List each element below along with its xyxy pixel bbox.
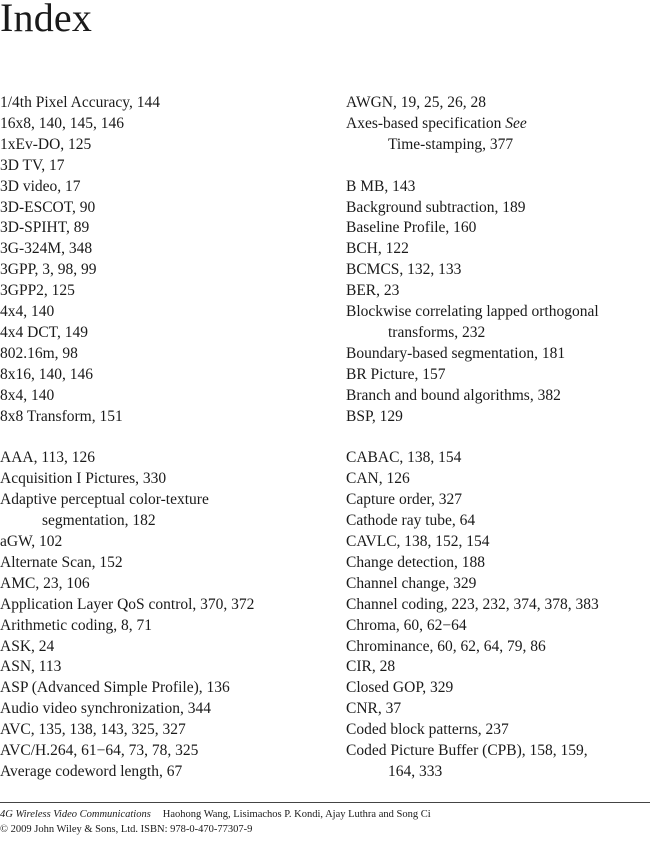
index-entry	[0, 616, 300, 637]
index-entry	[0, 720, 300, 741]
index-entry	[346, 741, 646, 762]
index-entry-text: 3D video, 17	[0, 177, 81, 195]
index-entry	[346, 365, 646, 386]
index-entry-text: 3D-SPIHT, 89	[0, 219, 90, 237]
copyright-line: © 2009 John Wiley & Sons, Ltd. ISBN: 978-0-470-77307-9	[0, 824, 253, 835]
index-entry-text: Change detection, 188	[346, 553, 486, 571]
index-entry	[346, 490, 646, 511]
index-entry-text: 802.16m, 98	[0, 344, 78, 362]
index-entry-text: BR Picture, 157	[346, 365, 446, 383]
index-entry-text: 8x16, 140, 146	[0, 365, 93, 383]
index-entry	[0, 344, 300, 365]
index-entry	[0, 448, 300, 469]
index-entry-text: 8x8 Transform, 151	[0, 407, 123, 425]
index-entry-text: 8x4, 140	[0, 386, 55, 404]
index-entry-text: Axes-based specification	[346, 114, 502, 132]
index-entry	[0, 218, 300, 239]
index-entry	[346, 574, 646, 595]
index-entry-text: Arithmetic coding, 8, 71	[0, 616, 152, 634]
index-entry	[346, 198, 646, 219]
index-entry	[346, 657, 646, 678]
index-entry	[346, 177, 646, 198]
index-entry-text: AVC, 135, 138, 143, 325, 327	[0, 721, 186, 739]
index-entry	[0, 114, 300, 135]
index-entry	[0, 553, 300, 574]
index-entry	[346, 678, 646, 699]
index-entry	[0, 386, 300, 407]
index-column-right	[346, 93, 646, 783]
index-entry	[0, 490, 300, 511]
index-entry	[346, 699, 646, 720]
index-entry-text: ASN, 113	[0, 658, 62, 676]
index-entry	[346, 93, 646, 114]
index-entry-text: Channel coding, 223, 232, 374, 378, 383	[346, 595, 599, 613]
index-entry	[346, 386, 646, 407]
index-entry	[0, 762, 300, 783]
index-entry-text: CABAC, 138, 154	[346, 449, 462, 467]
index-entry	[346, 595, 646, 616]
index-entry	[346, 637, 646, 658]
index-entry	[346, 448, 646, 469]
index-entry-text: 3D-ESCOT, 90	[0, 198, 96, 216]
index-entry	[346, 218, 646, 239]
index-entry-continuation: 164, 333	[388, 762, 443, 780]
index-entry	[0, 407, 300, 428]
see-reference: See	[505, 114, 527, 132]
index-entry	[0, 281, 300, 302]
index-entry-text: AWGN, 19, 25, 26, 28	[346, 94, 486, 111]
index-entry-text: 3GPP2, 125	[0, 282, 75, 300]
index-entry-text: CAN, 126	[346, 470, 410, 488]
index-entry-text: Chrominance, 60, 62, 64, 79, 86	[346, 637, 546, 655]
index-entry	[0, 365, 300, 386]
index-entry	[0, 595, 300, 616]
index-entry-text: ASK, 24	[0, 637, 55, 655]
index-entry-continuation: transforms, 232	[388, 323, 486, 341]
index-entry	[0, 260, 300, 281]
index-entry-text: 3D TV, 17	[0, 156, 65, 174]
index-entry-text: Application Layer QoS control, 370, 372	[0, 595, 255, 613]
footer	[0, 807, 650, 837]
index-entry	[346, 469, 646, 490]
index-entry	[346, 532, 646, 553]
footer-divider	[0, 802, 650, 803]
index-entry-text: BCMCS, 132, 133	[346, 261, 462, 279]
index-entry-text: Branch and bound algorithms, 382	[346, 386, 561, 404]
index-entry-text: CIR, 28	[346, 658, 396, 676]
index-group	[346, 448, 646, 783]
index-entry-text: CAVLC, 138, 152, 154	[346, 533, 490, 550]
index-entry-text: 1xEv-DO, 125	[0, 135, 92, 153]
index-group	[0, 448, 300, 783]
index-entry-text: Channel change, 329	[346, 574, 477, 592]
index-entry-text: ASP (Advanced Simple Profile), 136	[0, 679, 230, 697]
index-entry	[0, 198, 300, 219]
index-entry-text: Chroma, 60, 62−64	[346, 616, 467, 634]
index-entry	[346, 114, 646, 135]
index-entry-text: 3G-324M, 348	[0, 240, 93, 258]
index-entry	[0, 657, 300, 678]
index-entry	[346, 344, 646, 365]
book-title: 4G Wireless Video Communications	[0, 809, 151, 820]
index-entry-text: Coded Picture Buffer (CPB), 158, 159,	[346, 742, 588, 760]
book-authors: Haohong Wang, Lisimachos P. Kondi, Ajay Luthra and Song Ci	[162, 809, 431, 820]
index-entry-text: Cathode ray tube, 64	[346, 512, 476, 530]
index-entry-text: Audio video synchronization, 344	[0, 700, 211, 718]
index-entry-text: BCH, 122	[346, 240, 409, 258]
index-entry	[346, 260, 646, 281]
index-entry	[0, 699, 300, 720]
index-entry	[0, 156, 300, 177]
index-entry-text: AMC, 23, 106	[0, 574, 90, 592]
index-entry	[0, 741, 300, 762]
index-entry	[346, 553, 646, 574]
index-entry	[346, 407, 646, 428]
index-entry-text: 4x4 DCT, 149	[0, 323, 88, 341]
index-entry-text: BER, 23	[346, 282, 400, 300]
index-entry-continuation: segmentation, 182	[42, 512, 156, 530]
index-entry-text: 3GPP, 3, 98, 99	[0, 261, 97, 279]
index-entry-text: Coded block patterns, 237	[346, 721, 509, 739]
index-entry	[346, 511, 646, 532]
page-title: Index	[0, 0, 93, 40]
index-entry	[0, 177, 300, 198]
index-entry	[0, 135, 300, 156]
index-entry-continuation: Time-stamping, 377	[388, 135, 514, 153]
index-entry-text: Background subtraction, 189	[346, 198, 526, 216]
index-entry-text: 4x4, 140	[0, 303, 55, 321]
index-entry-text: BSP, 129	[346, 407, 403, 425]
index-entry-text: Baseline Profile, 160	[346, 219, 477, 237]
index-entry	[0, 678, 300, 699]
index-entry-text: AVC/H.264, 61−64, 73, 78, 325	[0, 742, 199, 760]
index-entry	[0, 637, 300, 658]
index-entry-text: Capture order, 327	[346, 491, 463, 509]
index-entry	[0, 469, 300, 490]
index-entry-text: aGW, 102	[0, 533, 63, 551]
index-entry-text: CNR, 37	[346, 700, 402, 718]
index-entry	[0, 574, 300, 595]
index-entry-text: AAA, 113, 126	[0, 449, 96, 467]
index-entry-text: Adaptive perceptual color-texture	[0, 491, 209, 509]
index-entry	[346, 281, 646, 302]
index-entry	[346, 720, 646, 741]
index-entry-text: Alternate Scan, 152	[0, 553, 123, 571]
index-group	[0, 93, 300, 428]
index-column-left	[0, 93, 300, 783]
index-entry-text: 16x8, 140, 145, 146	[0, 114, 124, 132]
footer-line-1	[0, 807, 650, 822]
index-entry-text: Acquisition I Pictures, 330	[0, 470, 167, 488]
index-entry-text: B MB, 143	[346, 177, 416, 195]
index-entry-text: Blockwise correlating lapped orthogonal	[346, 303, 599, 321]
index-group	[346, 93, 646, 156]
index-entry-text: 1/4th Pixel Accuracy, 144	[0, 94, 160, 111]
index-entry	[0, 323, 300, 344]
index-entry-text: Average codeword length, 67	[0, 762, 183, 780]
index-entry	[0, 302, 300, 323]
index-group	[346, 177, 646, 428]
index-entry-text: Closed GOP, 329	[346, 679, 454, 697]
index-entry	[346, 239, 646, 260]
index-entry	[0, 239, 300, 260]
index-entry-text: Boundary-based segmentation, 181	[346, 344, 566, 362]
index-entry	[0, 532, 300, 553]
index-entry	[346, 616, 646, 637]
index-entry	[0, 93, 300, 114]
index-entry	[346, 302, 646, 323]
